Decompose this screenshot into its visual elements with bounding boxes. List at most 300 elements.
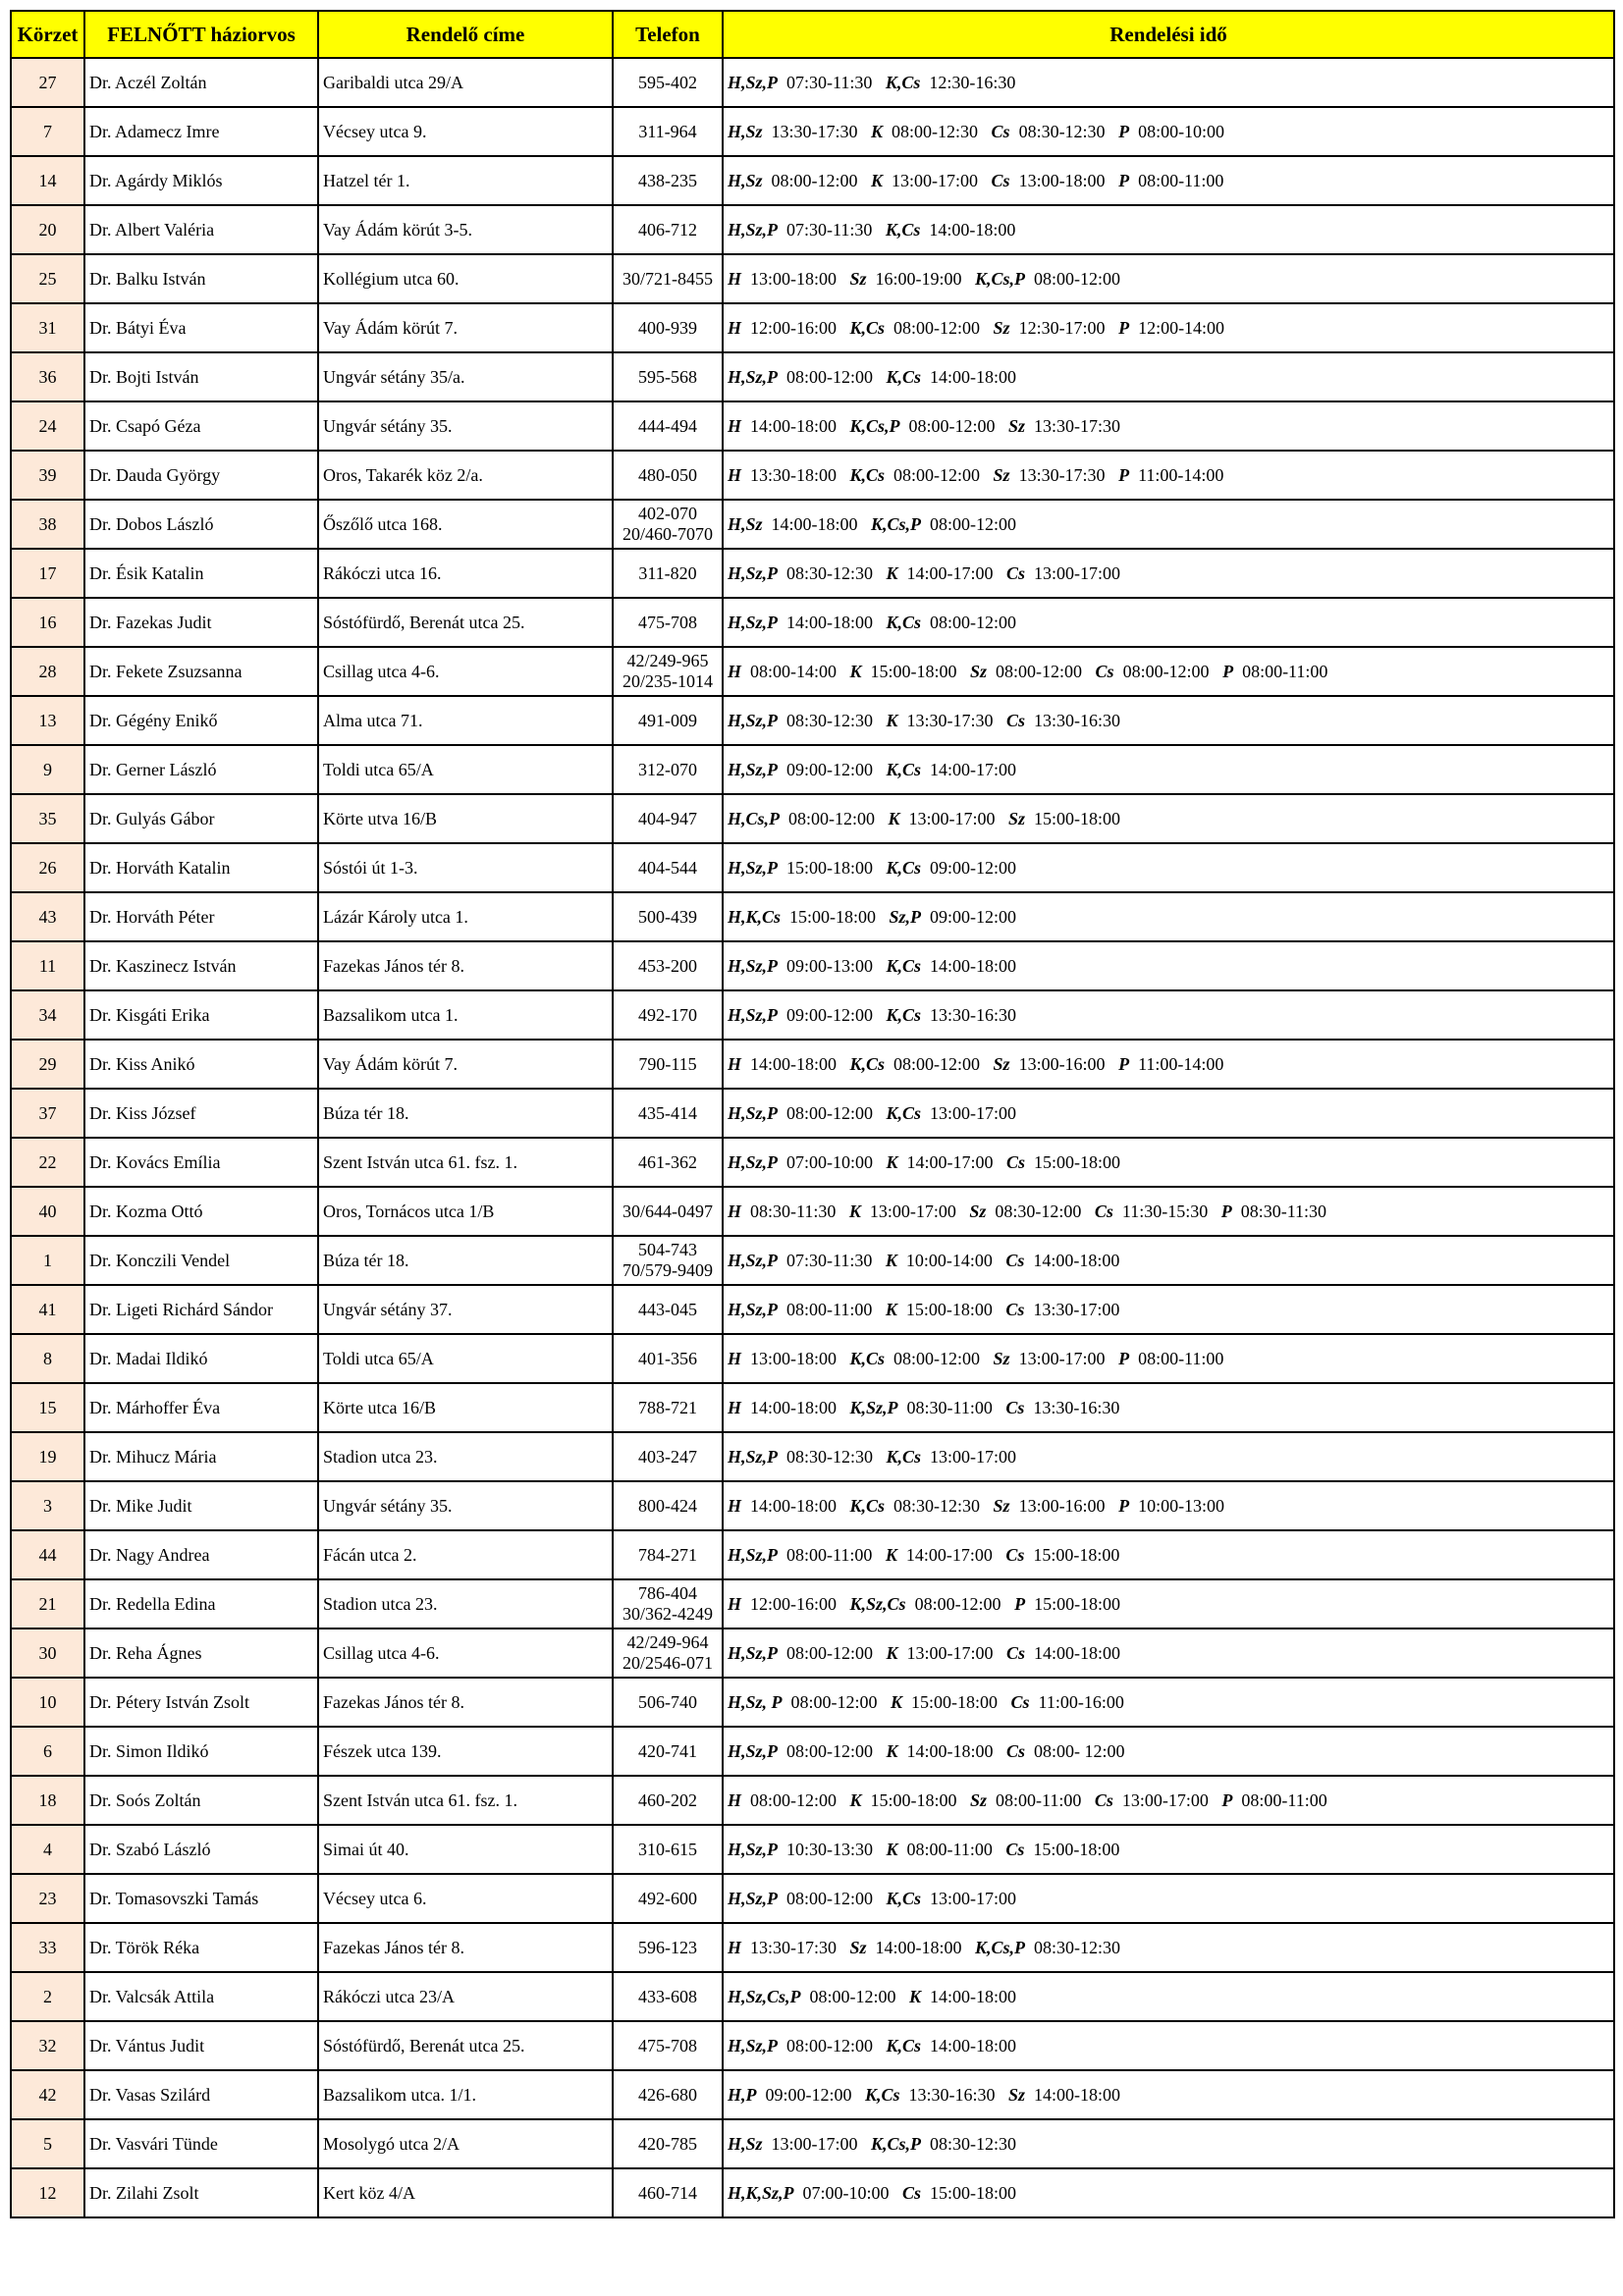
weekday-code: H [728,1495,742,1516]
weekday-code: H [728,464,742,485]
hours-cell [723,1678,1614,1727]
korzet-cell: 5 [11,2119,84,2168]
address-cell: Mosolygó utca 2/A [318,2119,613,2168]
time-range: 08:00-12:00 [1122,661,1210,681]
weekday-code: K [849,1789,862,1810]
weekday-code: H [728,1397,742,1417]
weekday-code: Sz [993,464,1010,485]
phone-number: 420-785 [638,2133,697,2154]
table-row [11,156,1614,205]
hours-cell [723,1089,1614,1138]
korzet-cell: 39 [11,451,84,500]
table-row [11,1629,1614,1678]
table-row [11,451,1614,500]
phone-cell [613,1825,723,1874]
weekday-code: K [886,1151,898,1172]
weekday-code: H [728,1937,742,1957]
weekday-code: K,Cs [886,2035,922,2056]
weekday-code: H,Sz,P [728,1839,779,1859]
hours-cell [723,1138,1614,1187]
address-cell: Búza tér 18. [318,1236,613,1285]
weekday-code: H [728,317,742,338]
weekday-code: H,Sz, P [728,1691,783,1712]
hours-cell [723,696,1614,745]
time-range: 13:00-17:00 [930,1888,1017,1908]
hours-cell [723,1579,1614,1629]
phone-cell [613,1383,723,1432]
hours-cell [723,1629,1614,1678]
weekday-code: Cs [1005,1299,1025,1319]
doctor-name-cell: Dr. Török Réka [84,1923,318,1972]
weekday-code: P [1118,317,1130,338]
time-range: 14:00-18:00 [750,1397,838,1417]
time-range: 08:00-12:00 [786,2035,874,2056]
time-range: 07:30-11:30 [786,72,873,92]
time-range: 08:00-12:00 [893,1053,981,1074]
hours-cell [723,58,1614,107]
address-cell: Vécsey utca 6. [318,1874,613,1923]
weekday-code: Cs [1094,1789,1113,1810]
address-cell: Fácán utca 2. [318,1530,613,1579]
doctor-name-cell: Dr. Mike Judit [84,1481,318,1530]
phone-number: 506-740 [638,1691,697,1712]
weekday-code: P [1118,1495,1130,1516]
weekday-code: K [886,1740,898,1761]
time-range: 12:30-16:30 [929,72,1016,92]
phone-number: 401-356 [638,1348,697,1368]
phone-cell [613,1579,723,1629]
address-cell: Sóstófürdő, Berenát utca 25. [318,2021,613,2070]
header-phone: Telefon [613,11,723,58]
time-range: 13:30-17:30 [1034,415,1121,436]
time-range: 13:00-18:00 [750,1348,838,1368]
table-row [11,1825,1614,1874]
time-range: 09:00-12:00 [930,857,1017,878]
weekday-code: K,Cs [849,1053,886,1074]
address-cell: Oros, Tornácos utca 1/B [318,1187,613,1236]
hours-cell [723,1776,1614,1825]
weekday-code: H,Sz [728,513,763,534]
phone-number: 443-045 [638,1299,697,1319]
weekday-code: H,K,Sz,P [728,2182,794,2203]
weekday-code: Cs [1005,1397,1025,1417]
time-range: 11:30-15:30 [1121,1201,1209,1221]
doctor-name-cell: Dr. Mihucz Mária [84,1432,318,1481]
phone-number: 433-608 [638,1986,697,2006]
weekday-code: H,Sz,P [728,710,779,730]
table-row [11,1481,1614,1530]
phone-cell [613,598,723,647]
phone-number: 453-200 [638,955,697,976]
time-range: 14:00-18:00 [875,1937,962,1957]
phone-cell [613,794,723,843]
phone-number: 491-009 [638,710,697,730]
time-range: 13:30-16:30 [930,1004,1017,1025]
phone-cell [613,1678,723,1727]
weekday-code: Cs [1006,1151,1026,1172]
phone-cell [613,2168,723,2217]
phone-number: 42/249-965 [626,651,709,670]
phone-number: 460-714 [638,2182,697,2203]
korzet-cell: 38 [11,500,84,549]
phone-cell [613,303,723,352]
weekday-code: Sz [969,1201,987,1221]
time-range: 13:00-17:00 [1121,1789,1209,1810]
weekday-code: K,Cs [886,366,922,387]
weekday-code: Cs [902,2182,922,2203]
weekday-code: P [1014,1593,1026,1614]
doctor-name-cell: Dr. Albert Valéria [84,205,318,254]
time-range: 15:00-18:00 [1034,1593,1121,1614]
doctors-table [10,10,1615,2218]
address-cell: Ungvár sétány 35. [318,401,613,451]
phone-number: 403-247 [638,1446,697,1467]
hours-cell [723,156,1614,205]
time-range: 16:00-19:00 [875,268,962,289]
weekday-code: Sz [849,1937,867,1957]
weekday-code: Sz [993,1053,1010,1074]
korzet-cell: 21 [11,1579,84,1629]
time-range: 08:00-12:00 [786,1642,874,1663]
hours-cell [723,941,1614,990]
phone-cell [613,1285,723,1334]
table-row [11,941,1614,990]
time-range: 09:00-12:00 [786,1004,874,1025]
address-cell: Körte utca 16/B [318,1383,613,1432]
weekday-code: K,Cs [885,72,921,92]
hours-cell [723,1727,1614,1776]
korzet-cell: 35 [11,794,84,843]
korzet-cell: 16 [11,598,84,647]
hours-cell [723,500,1614,549]
table-row [11,1972,1614,2021]
weekday-code: H,K,Cs [728,906,782,927]
time-range: 08:00-11:00 [1138,1348,1224,1368]
weekday-code: K [885,1299,897,1319]
korzet-cell: 23 [11,1874,84,1923]
address-cell: Sóstói út 1-3. [318,843,613,892]
weekday-code: H,Sz,P [728,1102,779,1123]
time-range: 08:00-12:00 [908,415,996,436]
phone-number: 500-439 [638,906,697,927]
korzet-cell: 15 [11,1383,84,1432]
time-range: 13:30-17:00 [1033,1299,1120,1319]
table-row [11,254,1614,303]
table-row [11,1040,1614,1089]
hours-cell [723,401,1614,451]
phone-cell [613,2021,723,2070]
hours-cell [723,1236,1614,1285]
hours-cell [723,1481,1614,1530]
weekday-code: Cs [991,170,1010,190]
time-range: 13:30-16:30 [908,2084,996,2105]
weekday-code: K,Cs [849,1495,886,1516]
address-cell: Búza tér 18. [318,1089,613,1138]
doctor-name-cell: Dr. Konczili Vendel [84,1236,318,1285]
time-range: 15:00-18:00 [789,906,877,927]
table-row [11,107,1614,156]
weekday-code: Cs [1006,710,1026,730]
weekday-code: K [871,170,884,190]
doctor-name-cell: Dr. Kiss Anikó [84,1040,318,1089]
time-range: 14:00-18:00 [930,955,1017,976]
time-range: 14:00-18:00 [929,219,1016,240]
time-range: 13:30-16:30 [1034,710,1121,730]
time-range: 15:00-18:00 [786,857,874,878]
address-cell: Toldi utca 65/A [318,1334,613,1383]
address-cell: Hatzel tér 1. [318,156,613,205]
time-range: 15:00-18:00 [1034,808,1121,828]
phone-cell [613,451,723,500]
header-address: Rendelő címe [318,11,613,58]
weekday-code: K [885,1544,897,1565]
weekday-code: P [1118,1348,1130,1368]
table-row [11,1383,1614,1432]
korzet-cell: 20 [11,205,84,254]
time-range: 11:00-16:00 [1038,1691,1124,1712]
doctor-name-cell: Dr. Fekete Zsuzsanna [84,647,318,696]
weekday-code: H,Sz,P [728,219,779,240]
time-range: 09:00-13:00 [786,955,874,976]
weekday-code: Cs [1010,1691,1030,1712]
doctor-name-cell: Dr. Gerner László [84,745,318,794]
hours-cell [723,1383,1614,1432]
weekday-code: H,Sz,P [728,857,779,878]
weekday-code: H,Sz,P [728,1740,779,1761]
table-row [11,352,1614,401]
time-range: 13:00-18:00 [750,268,838,289]
hours-cell [723,892,1614,941]
weekday-code: Sz [970,1789,988,1810]
phone-number: 402-070 [638,504,697,523]
address-cell: Garibaldi utca 29/A [318,58,613,107]
phone-cell [613,352,723,401]
doctor-name-cell: Dr. Horváth Péter [84,892,318,941]
weekday-code: H,Sz,P [728,1004,779,1025]
phone-number: 480-050 [638,464,697,485]
address-cell: Vécsey utca 9. [318,107,613,156]
weekday-code: K [849,661,862,681]
phone-number: 420-741 [638,1740,697,1761]
doctor-name-cell: Dr. Szabó László [84,1825,318,1874]
time-range: 08:30-12:30 [1034,1937,1121,1957]
table-row [11,794,1614,843]
address-cell: Oros, Takarék köz 2/a. [318,451,613,500]
table-row [11,401,1614,451]
phone-cell [613,941,723,990]
weekday-code: P [1118,464,1130,485]
korzet-cell: 29 [11,1040,84,1089]
weekday-code: K,Cs [885,219,921,240]
time-range: 14:00-17:00 [930,759,1017,779]
weekday-code: K [909,1986,922,2006]
korzet-cell: 37 [11,1089,84,1138]
weekday-code: Cs [1005,1839,1025,1859]
doctor-name-cell: Dr. Reha Ágnes [84,1629,318,1678]
address-cell: Stadion utca 23. [318,1432,613,1481]
korzet-cell: 11 [11,941,84,990]
table-row [11,1530,1614,1579]
address-cell: Bazsalikom utca. 1/1. [318,2070,613,2119]
time-range: 08:00-12:00 [790,1691,878,1712]
korzet-cell: 7 [11,107,84,156]
phone-cell [613,2119,723,2168]
address-cell: Szent István utca 61. fsz. 1. [318,1138,613,1187]
time-range: 07:00-10:00 [786,1151,874,1172]
doctor-name-cell: Dr. Gulyás Gábor [84,794,318,843]
time-range: 08:00-12:00 [914,1593,1001,1614]
weekday-code: H,Sz,P [728,1642,779,1663]
weekday-code: K,Cs,P [975,1937,1026,1957]
weekday-code: K,Cs [886,1888,922,1908]
table-row [11,500,1614,549]
time-range: 13:30-18:00 [750,464,838,485]
time-range: 13:00-17:00 [771,2133,858,2154]
time-range: 08:30-12:30 [893,1495,981,1516]
hours-cell [723,1432,1614,1481]
phone-cell [613,843,723,892]
time-range: 08:00-11:00 [1138,170,1224,190]
table-row [11,647,1614,696]
time-range: 08:00-12:00 [786,1740,874,1761]
hours-cell [723,598,1614,647]
weekday-code: Cs [1005,1544,1025,1565]
phone-cell [613,549,723,598]
phone-cell [613,1138,723,1187]
weekday-code: K [848,1201,861,1221]
weekday-code: K,Cs,P [849,415,900,436]
address-cell: Ungvár sétány 35/a. [318,352,613,401]
time-range: 10:30-13:30 [786,1839,874,1859]
time-range: 08:00-12:00 [750,1789,838,1810]
time-range: 14:00-18:00 [771,513,858,534]
time-range: 15:00-18:00 [870,661,957,681]
korzet-cell: 36 [11,352,84,401]
time-range: 13:00-17:00 [930,1446,1017,1467]
korzet-cell: 14 [11,156,84,205]
phone-cell [613,892,723,941]
weekday-code: K [886,1642,898,1663]
weekday-code: K,Cs [849,464,886,485]
hours-cell [723,990,1614,1040]
korzet-cell: 42 [11,2070,84,2119]
weekday-code: K,Cs,P [871,513,922,534]
time-range: 08:00-12:00 [893,464,981,485]
doctor-name-cell: Dr. Horváth Katalin [84,843,318,892]
address-cell: Lázár Károly utca 1. [318,892,613,941]
time-range: 13:00-16:00 [1018,1053,1106,1074]
table-row [11,1432,1614,1481]
hours-cell [723,2119,1614,2168]
weekday-code: H,Sz,P [728,1446,779,1467]
weekday-code: H [728,268,742,289]
table-row [11,745,1614,794]
weekday-code: K,Cs [886,1446,922,1467]
table-row [11,205,1614,254]
time-range: 13:00-17:00 [930,1102,1017,1123]
time-range: 08:00-12:00 [893,317,981,338]
address-cell: Ungvár sétány 35. [318,1481,613,1530]
weekday-code: K,Cs,P [975,268,1026,289]
hours-cell [723,794,1614,843]
header-hours: Rendelési idő [723,11,1614,58]
weekday-code: H [728,661,742,681]
phone-number: 438-235 [638,170,697,190]
phone-number: 70/579-9409 [622,1260,713,1280]
hours-cell [723,843,1614,892]
weekday-code: Cs [1006,562,1026,583]
korzet-cell: 12 [11,2168,84,2217]
weekday-code: K,Cs,P [871,2133,922,2154]
weekday-code: K [885,1250,897,1270]
hours-cell [723,1825,1614,1874]
hours-cell [723,1972,1614,2021]
weekday-code: K [871,121,884,141]
time-range: 14:00-18:00 [930,2035,1017,2056]
weekday-code: H,Sz,Cs,P [728,1986,801,2006]
address-cell: Rákóczi utca 16. [318,549,613,598]
table-row [11,1874,1614,1923]
korzet-cell: 22 [11,1138,84,1187]
table-row [11,549,1614,598]
hours-cell [723,1285,1614,1334]
doctor-name-cell: Dr. Kiss József [84,1089,318,1138]
weekday-code: H [728,1593,742,1614]
time-range: 14:00-18:00 [750,415,838,436]
phone-number: 595-402 [638,72,697,92]
doctor-name-cell: Dr. Kaszinecz István [84,941,318,990]
table-row [11,1334,1614,1383]
time-range: 08:00-12:00 [996,661,1083,681]
phone-number: 312-070 [638,759,697,779]
hours-cell [723,107,1614,156]
hours-cell [723,1874,1614,1923]
weekday-code: Sz [849,268,867,289]
phone-number: 426-680 [638,2084,697,2105]
time-range: 12:00-16:00 [750,317,838,338]
phone-cell [613,1040,723,1089]
time-range: 13:00-18:00 [1018,170,1106,190]
weekday-code: Cs [1005,1250,1025,1270]
hours-cell [723,647,1614,696]
korzet-cell: 44 [11,1530,84,1579]
time-range: 14:00-17:00 [905,1544,993,1565]
korzet-cell: 17 [11,549,84,598]
time-range: 12:00-14:00 [1138,317,1225,338]
table-row [11,990,1614,1040]
time-range: 15:00-18:00 [870,1789,957,1810]
hours-cell [723,1334,1614,1383]
table-row [11,696,1614,745]
phone-cell [613,1481,723,1530]
weekday-code: Cs [1006,1740,1026,1761]
weekday-code: K,Cs [886,759,922,779]
table-row [11,1089,1614,1138]
phone-number: 492-600 [638,1888,697,1908]
address-cell: Bazsalikom utca 1. [318,990,613,1040]
hours-cell [723,1040,1614,1089]
weekday-code: K,Cs [886,1004,922,1025]
doctor-name-cell: Dr. Redella Edina [84,1579,318,1629]
address-cell: Simai út 40. [318,1825,613,1874]
address-cell: Stadion utca 23. [318,1579,613,1629]
korzet-cell: 24 [11,401,84,451]
time-range: 11:00-14:00 [1138,464,1224,485]
time-range: 09:00-12:00 [786,759,874,779]
phone-number: 784-271 [638,1544,697,1565]
doctor-name-cell: Dr. Madai Ildikó [84,1334,318,1383]
hours-cell [723,2168,1614,2217]
